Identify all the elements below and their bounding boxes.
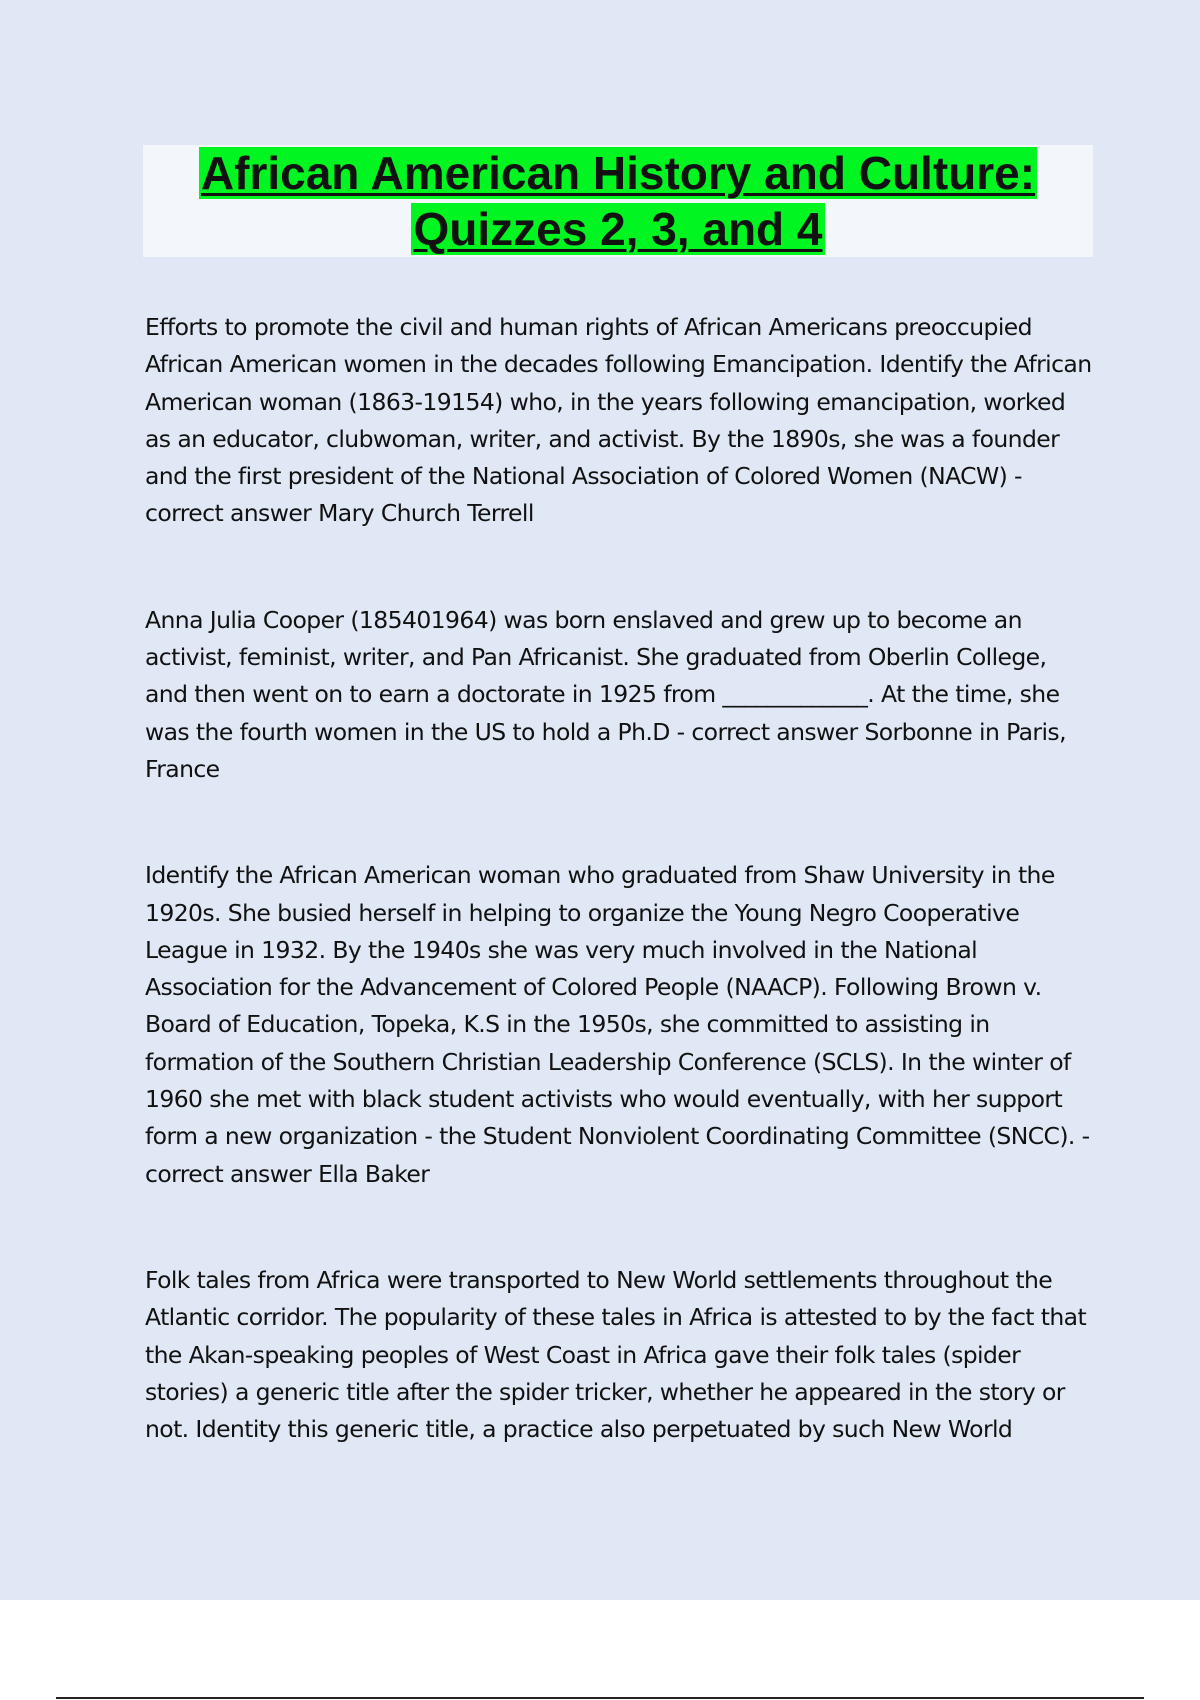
title-line-1 xyxy=(143,145,1093,201)
question-3: Identify the African American woman who graduated from Shaw University in the 1920s. She busied herself in helping to organize the Young Negro Cooperative League in 1932. By the 1940s she was very much involved in the National Association for the Advancement of Colored People (NAACP). Following Brown v. Board of Education, Topeka, K.S in the 1950s, she committed to assisting in formation of the Southern Christian Leadership Conference (SCLS). In the winter of 1960 she met with black student activists who would eventually, with her support form a new organization - the Student Nonviolent Coordinating Committee (SNCC). - correct answer Ella Baker xyxy=(145,861,1090,1188)
question-2: Anna Julia Cooper (185401964) was born enslaved and grew up to become an activist, feminist, writer, and Pan Africanist. She graduated from Oberlin College, and then went on to earn a doctorate in 1925 from _____________. At the time, she was the fourth women in the US to hold a Ph.D - correct answer Sorbonne in Paris, France xyxy=(145,605,1066,783)
title-line-2 xyxy=(143,201,1093,257)
questions-list xyxy=(145,309,1095,1448)
title-highlight-1: African American History and Culture: xyxy=(200,147,1036,199)
question-1: Efforts to promote the civil and human rights of African Americans preoccupied African American women in the decades following Emancipation. Identify the African American woman (1863-19154) who, in the years following emancipation, worked as an educator, clubwoman, writer, and activist. By the 1890s, she was a founder and the first president of the National Association of Colored Women (NACW) - correct answer Mary Church Terrell xyxy=(145,313,1092,528)
question-4: Folk tales from Africa were transported to New World settlements throughout the Atlantic corridor. The popularity of these tales in Africa is attested to by the fact that the Akan-speaking peoples of West Coast in Africa gave their folk tales (spider stories) a generic title after the spider tricker, whether he appeared in the story or not. Identity this generic title, a practice also perpetuated by such New World xyxy=(145,1265,1087,1444)
title-highlight-2: Quizzes 2, 3, and 4 xyxy=(413,203,823,255)
footer-divider xyxy=(56,1697,1144,1699)
title-box xyxy=(143,145,1093,257)
